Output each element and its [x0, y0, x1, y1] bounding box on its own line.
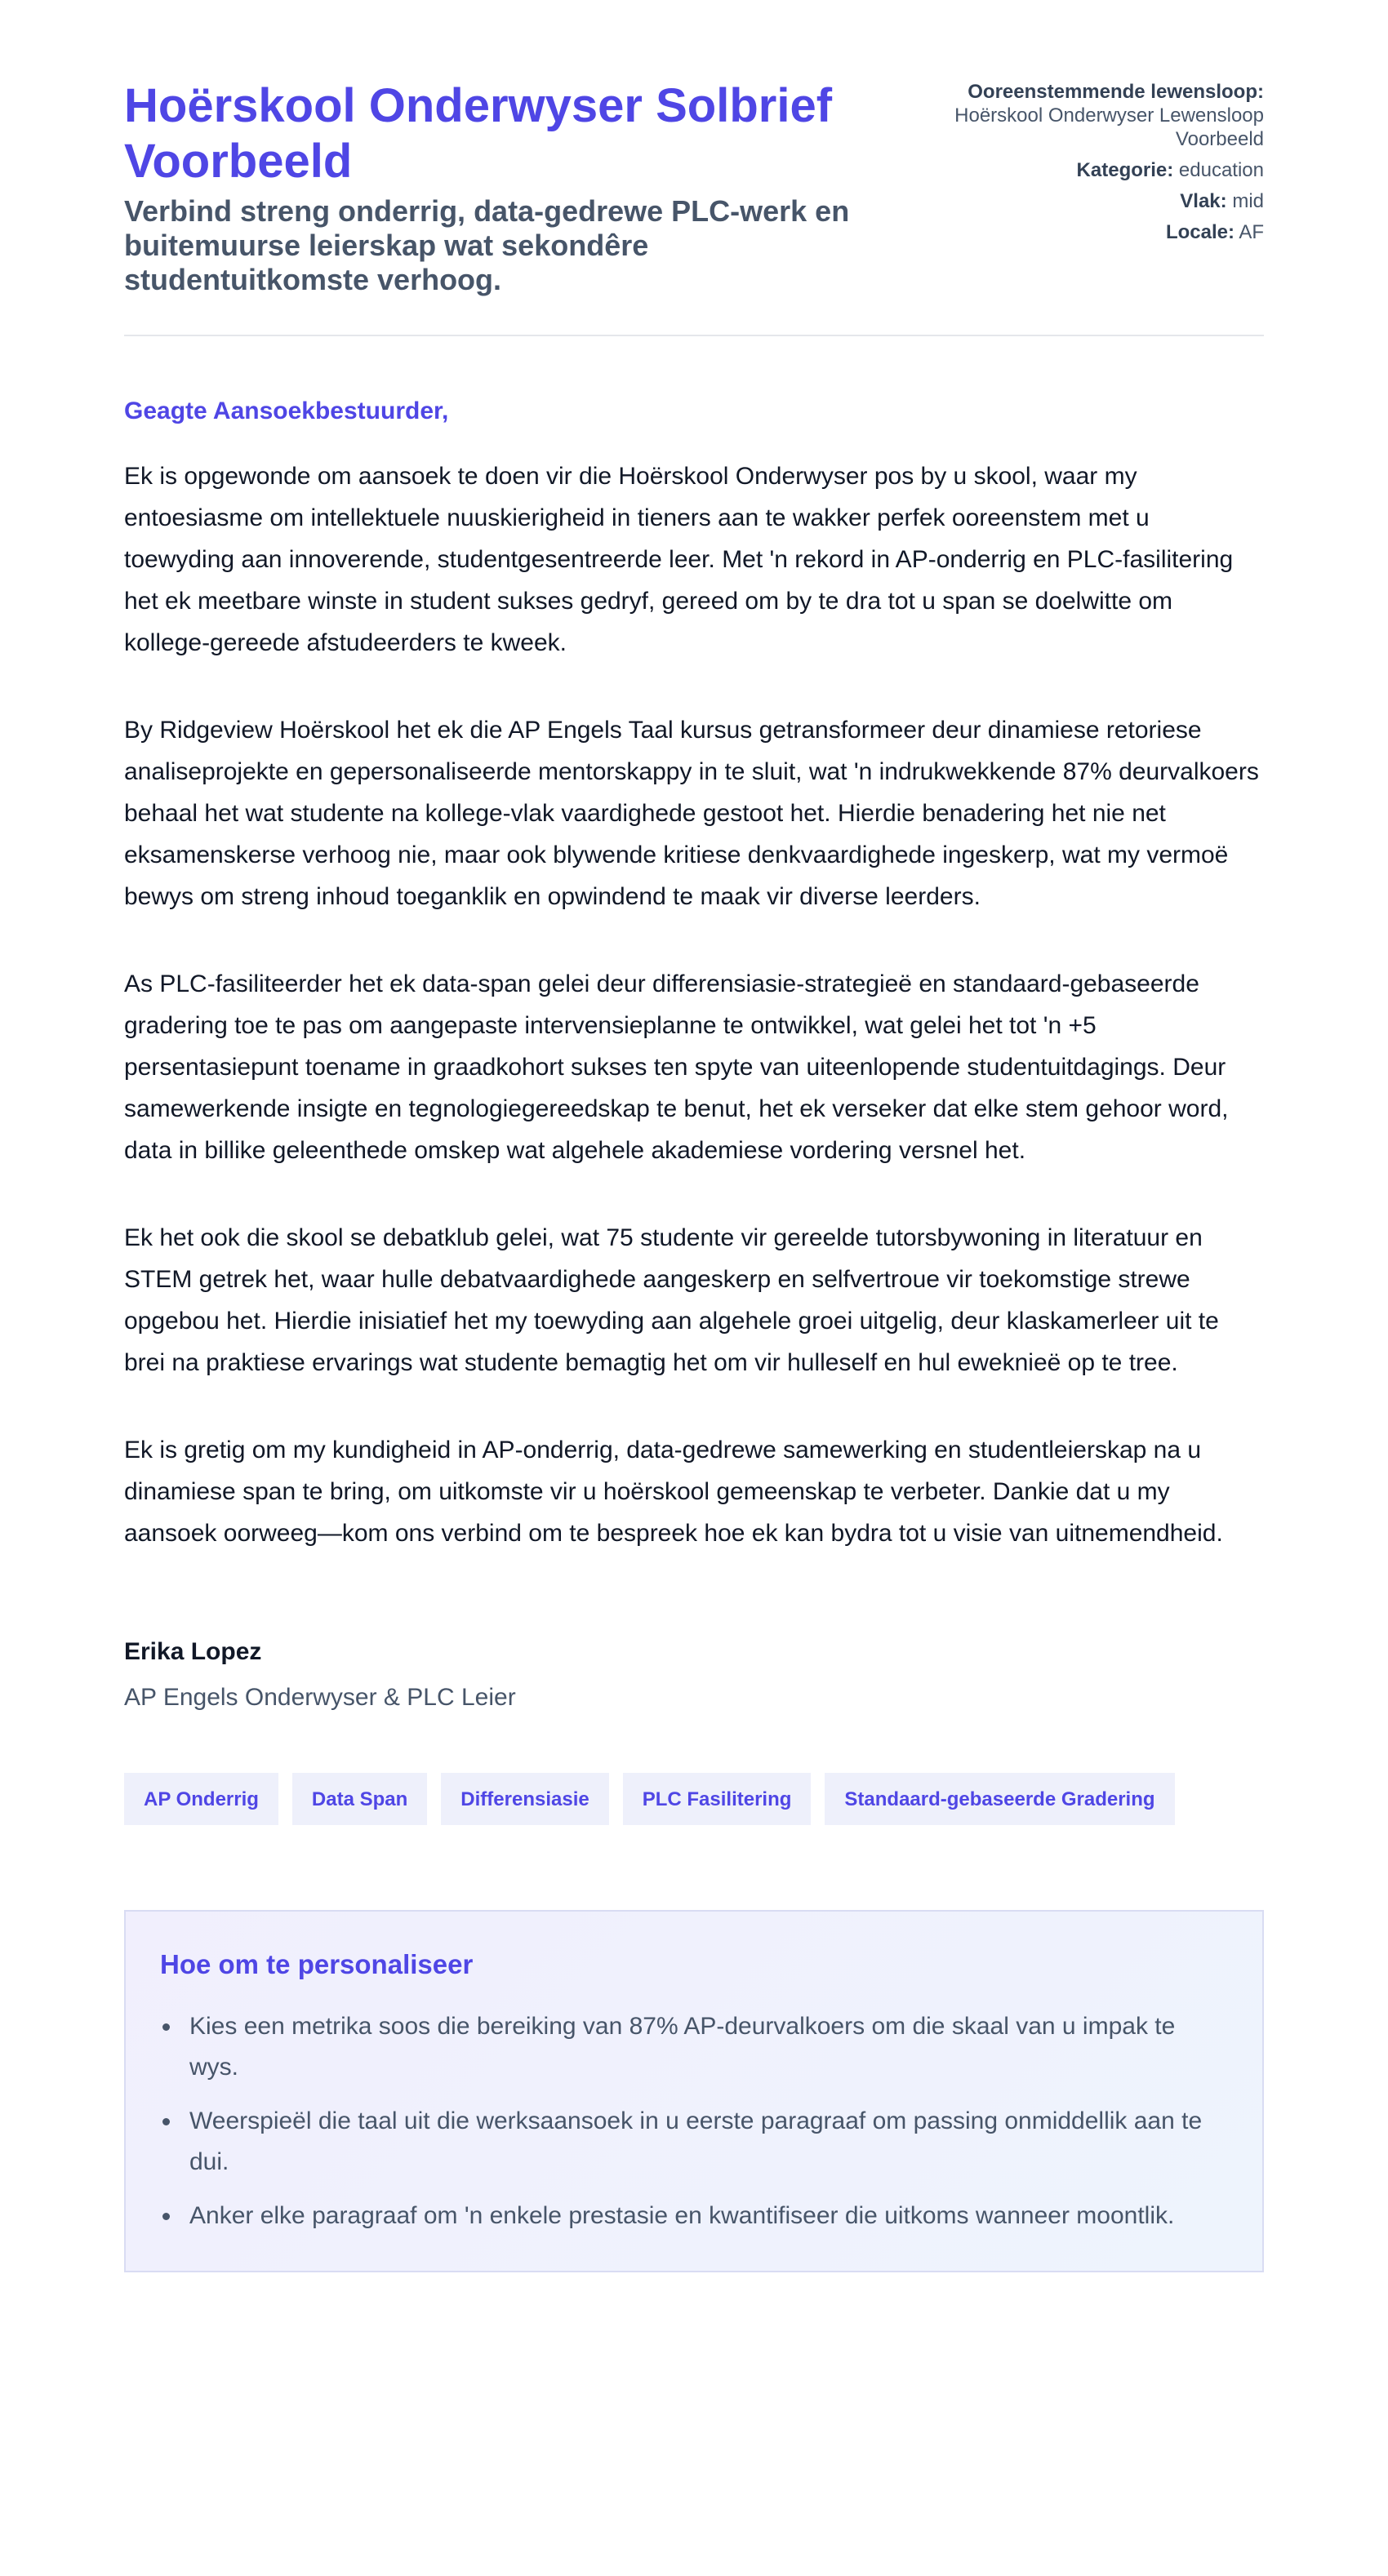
- meta-category-value: education: [1178, 159, 1264, 181]
- meta-panel: [880, 78, 1264, 251]
- tips-list: [160, 2006, 1228, 2236]
- meta-category: [880, 158, 1264, 182]
- skill-tags: [124, 1773, 1264, 1825]
- signature-title: AP Engels Onderwyser & PLC Leier: [124, 1684, 516, 1711]
- meta-resume-label: Ooreenstemmende lewensloop:: [968, 81, 1264, 103]
- meta-resume-value: Hoërskool Onderwyser Lewensloop Voorbeeld: [954, 104, 1264, 150]
- letter-paragraph-2: By Ridgeview Hoërskool het ek die AP Engels Taal kursus getransformeer deur dinamiese retoriese analiseprojekte en gepersonaliseerde mentorskappy in te sluit, wat 'n indrukwekkende 87% deurvalkoers behaal het wat studente na kollege-vlak vaardighede gestoot het. Hierdie benadering het nie net eksamenskerse verhoog nie, maar ook blywende kritiese denkvaardighede ingeskerp, wat my vermoë bewys om streng inhoud toeganklik en opwindend te maak vir diverse leerders.: [124, 717, 1259, 910]
- tips-item: [189, 2196, 1228, 2236]
- tag-plc-fasilitering: PLC Fasilitering: [623, 1773, 812, 1825]
- bullet-icon: [162, 2023, 170, 2031]
- meta-level-value: mid: [1232, 190, 1264, 212]
- tag-ap-onderrig: AP Onderrig: [124, 1773, 278, 1825]
- letter-paragraph-1: Ek is opgewonde om aansoek te doen vir die Hoërskool Onderwyser pos by u skool, waar my entoesiasme om intellektuele nuuskierigheid in tieners aan te wakker perfek ooreenstem met u toewyding aan innoverende, studentgesentreerde leer. Met 'n rekord in AP-onderrig en PLC-fasilitering het ek meetbare winste in student sukses gedryf, gereed om by te dra tot u span se doelwitte om kollege-gereede afstudeerders te kweek.: [124, 463, 1234, 656]
- bullet-icon: [162, 2118, 170, 2125]
- bullet-icon: [162, 2213, 170, 2220]
- meta-locale-label: Locale:: [1165, 221, 1235, 243]
- meta-category-label: Kategorie:: [1076, 159, 1174, 181]
- signature-name: Erika Lopez: [124, 1638, 262, 1665]
- tag-data-span: Data Span: [292, 1773, 427, 1825]
- meta-locale: [880, 220, 1264, 244]
- meta-resume: [880, 80, 1264, 151]
- tag-differensiasie: Differensiasie: [441, 1773, 608, 1825]
- letter-greeting: Geagte Aansoekbestuurder,: [124, 398, 449, 424]
- meta-level-label: Vlak:: [1180, 190, 1227, 212]
- letter-paragraph-5: Ek is gretig om my kundigheid in AP-onderrig, data-gedrewe samewerking en studentleierskap na u dinamiese span te bring, om uitkomste vir u hoërskool gemeenskap te verbeter. Dankie dat u my aansoek oorweeg—kom ons verbind om te bespreek hoe ek kan bydra tot u visie van uitnemendheid.: [124, 1437, 1223, 1547]
- tag-standaard-gradering: Standaard-gebaseerde Gradering: [825, 1773, 1174, 1825]
- tips-item: [189, 2006, 1228, 2088]
- tips-item-text: Anker elke paragraaf om 'n enkele prestasie en kwantifiseer die uitkoms wanneer moontlik.: [189, 2202, 1175, 2229]
- signature-block: [124, 1636, 1264, 1714]
- tips-item-text: Kies een metrika soos die bereiking van 87% AP-deurvalkoers om die skaal van u impak te wys.: [189, 2013, 1176, 2081]
- tips-item: [189, 2101, 1228, 2183]
- personalize-tips-box: [124, 1910, 1264, 2272]
- page-header: [124, 78, 1264, 336]
- tips-title: Hoe om te personaliseer: [160, 1949, 474, 1979]
- header-title-block: [124, 78, 875, 297]
- letter-paragraph-3: As PLC-fasiliteerder het ek data-span gelei deur differensiasie-strategieë en standaard-gebaseerde gradering toe te pas om aangepaste intervensieplanne te ontwikkel, wat gelei het tot 'n +5 persentasiepunt toename in graadkohort sukses ten spyte van uiteenlopende studentuitdagings. Deur samewerkende insigte en tegnologiegereedskap te benut, het ek verseker dat elke stem gehoor word, data in billike geleenthede omskep wat algehele akademiese vordering versnel het.: [124, 970, 1229, 1164]
- page-title: Hoërskool Onderwyser Solbrief Voorbeeld: [124, 79, 833, 188]
- tips-item-text: Weerspieël die taal uit die werksaansoek in u eerste paragraaf om passing onmiddellik aan te dui.: [189, 2107, 1203, 2175]
- page-subtitle: Verbind streng onderrig, data-gedrewe PLC-werk en buitemuurse leierskap wat sekondêre studentuitkomste verhoog.: [124, 194, 850, 296]
- letter-paragraph-4: Ek het ook die skool se debatklub gelei, wat 75 studente vir gereelde tutorsbywoning in literatuur en STEM getrek het, waar hulle debatvaardighede aangeskerp en selfvertroue vir toekomstige strewe opgebou het. Hierdie inisiatief het my toewyding aan algehele groei uitgelig, deur klaskamerleer uit te brei na praktiese ervarings wat studente bemagtig het om vir hulleself en hul eweknieë op te tree.: [124, 1224, 1219, 1376]
- meta-level: [880, 189, 1264, 213]
- letter-body: [124, 395, 1264, 1554]
- meta-locale-value: AF: [1239, 221, 1264, 243]
